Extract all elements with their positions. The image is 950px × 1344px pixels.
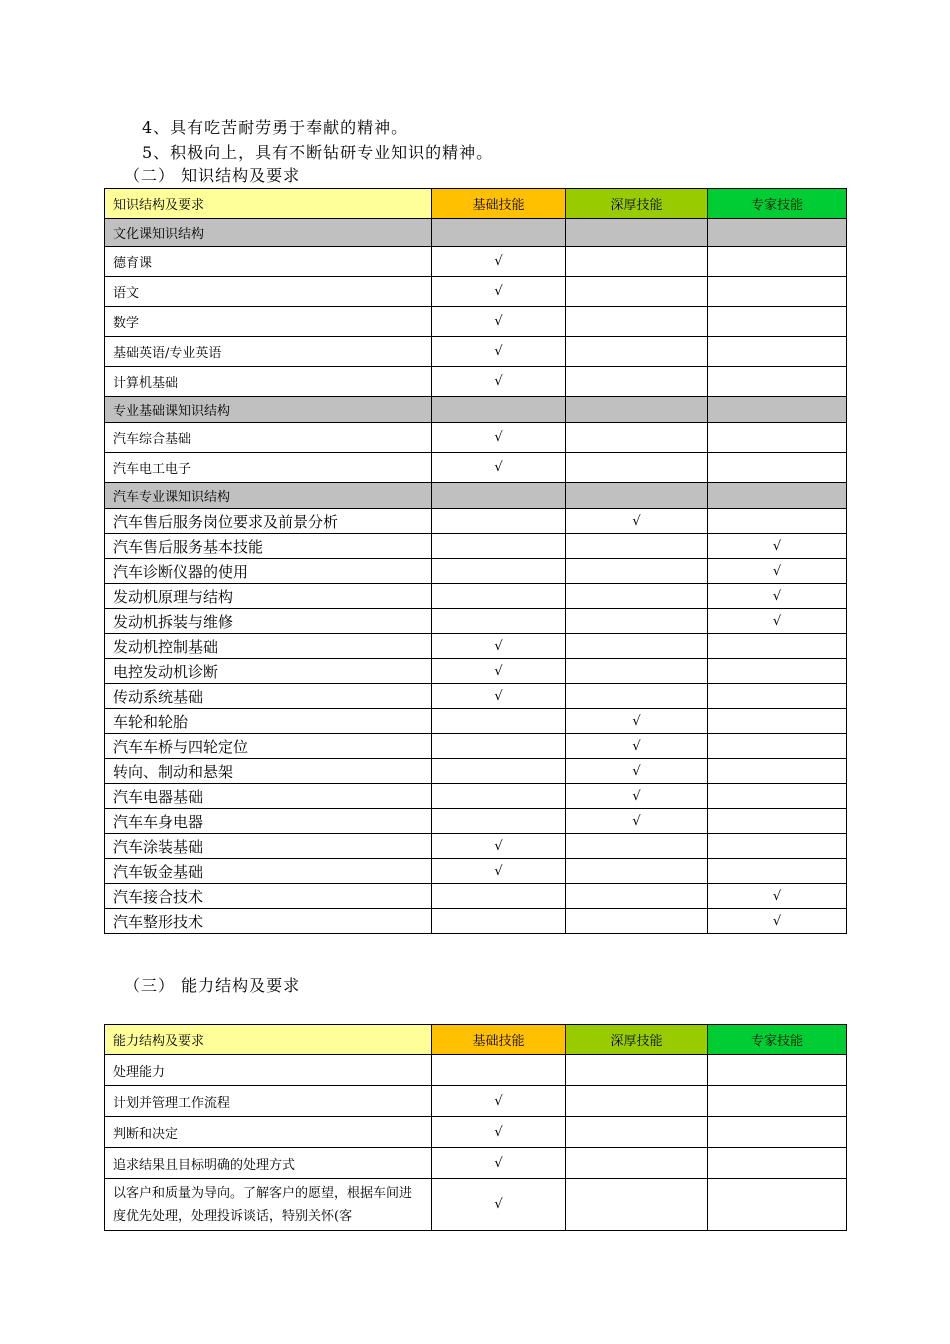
table-row [105,1086,847,1117]
check-cell: √ [708,884,847,909]
table-row [105,634,847,659]
table-row [105,423,847,453]
check-cell [708,483,847,509]
check-cell [432,534,566,559]
section-row [105,483,847,509]
check-cell [432,609,566,634]
row-label: 汽车车身电器 [105,809,432,834]
check-cell [708,1055,847,1086]
table-row [105,859,847,884]
check-cell [566,834,708,859]
header-cell: 基础技能 [432,1025,566,1055]
check-cell: √ [708,609,847,634]
header-cell: 专家技能 [708,1025,847,1055]
check-cell: √ [432,1117,566,1148]
check-cell [708,337,847,367]
check-cell [708,1117,847,1148]
check-cell [566,859,708,884]
table-row [105,534,847,559]
check-cell: √ [432,423,566,453]
row-label: 汽车钣金基础 [105,859,432,884]
check-cell: √ [708,584,847,609]
table-row [105,884,847,909]
check-cell [566,1086,708,1117]
row-label: 发动机原理与结构 [105,584,432,609]
table-header-row [105,189,847,219]
table-row [105,1117,847,1148]
header-cell: 专家技能 [708,189,847,219]
row-label: 汽车整形技术 [105,909,432,934]
check-cell: √ [566,734,708,759]
table-row [105,367,847,397]
check-cell [566,634,708,659]
check-cell [566,453,708,483]
check-cell: √ [432,1148,566,1179]
row-label: 汽车电器基础 [105,784,432,809]
check-cell: √ [432,453,566,483]
check-cell [708,423,847,453]
row-label: 转向、制动和悬架 [105,759,432,784]
row-label: 专业基础课知识结构 [105,397,432,423]
row-label: 计划并管理工作流程 [105,1086,432,1117]
check-cell [708,453,847,483]
check-cell: √ [566,784,708,809]
check-cell [432,397,566,423]
check-cell: √ [432,634,566,659]
check-cell [708,734,847,759]
check-cell [432,709,566,734]
check-cell [566,659,708,684]
row-label: 汽车售后服务基本技能 [105,534,432,559]
row-label: 判断和决定 [105,1117,432,1148]
row-label: 电控发动机诊断 [105,659,432,684]
row-label: 发动机控制基础 [105,634,432,659]
check-cell [432,1055,566,1086]
check-cell: √ [432,307,566,337]
check-cell [708,509,847,534]
table-header-row [105,1025,847,1055]
table-row [105,1148,847,1179]
check-cell [432,483,566,509]
check-cell [566,1148,708,1179]
check-cell: √ [708,909,847,934]
check-cell: √ [432,859,566,884]
section-row [105,219,847,247]
check-cell: √ [432,684,566,709]
check-cell [708,247,847,277]
text-item-4: 4、具有吃苦耐劳勇于奉献的精神。 [142,118,409,137]
table-row [105,709,847,734]
knowledge-structure-table [104,188,847,934]
check-cell [432,584,566,609]
table-row [105,509,847,534]
table-row [105,734,847,759]
check-cell: √ [432,337,566,367]
row-label: 汽车电工电子 [105,453,432,483]
check-cell [708,367,847,397]
check-cell [708,277,847,307]
row-label: 传动系统基础 [105,684,432,709]
header-cell: 知识结构及要求 [105,189,432,219]
check-cell [566,397,708,423]
row-label: 车轮和轮胎 [105,709,432,734]
row-label: 汽车车桥与四轮定位 [105,734,432,759]
check-cell [566,367,708,397]
check-cell [566,1055,708,1086]
check-cell [566,423,708,453]
table-row [105,909,847,934]
check-cell [566,609,708,634]
check-cell [432,509,566,534]
table-row [105,759,847,784]
section-row [105,397,847,423]
table-row [105,277,847,307]
row-label: 汽车售后服务岗位要求及前景分析 [105,509,432,534]
check-cell: √ [708,559,847,584]
check-cell: √ [708,534,847,559]
table-row [105,453,847,483]
table-row [105,784,847,809]
row-label: 发动机拆装与维修 [105,609,432,634]
section-heading-knowledge: （二） 知识结构及要求 [124,166,301,185]
check-cell: √ [566,809,708,834]
row-label: 汽车涂装基础 [105,834,432,859]
header-cell: 基础技能 [432,189,566,219]
check-cell [708,634,847,659]
row-label: 以客户和质量为导向。了解客户的愿望，根据车间进度优先处理，处理投诉谈话，特别关怀(客 [105,1179,432,1231]
row-label: 汽车诊断仪器的使用 [105,559,432,584]
check-cell [566,307,708,337]
check-cell: √ [432,277,566,307]
row-label: 处理能力 [105,1055,432,1086]
row-label: 追求结果且目标明确的处理方式 [105,1148,432,1179]
header-cell: 深厚技能 [566,189,708,219]
check-cell [566,884,708,909]
check-cell [432,219,566,247]
row-label: 语文 [105,277,432,307]
check-cell [566,247,708,277]
check-cell [566,219,708,247]
check-cell: √ [432,834,566,859]
table-row [105,809,847,834]
check-cell [566,684,708,709]
check-cell [708,809,847,834]
table-row [105,247,847,277]
check-cell [432,909,566,934]
check-cell [708,219,847,247]
row-label: 数学 [105,307,432,337]
check-cell: √ [432,659,566,684]
check-cell: √ [566,509,708,534]
ability-structure-table [104,1024,847,1231]
check-cell [708,1179,847,1231]
check-cell [708,397,847,423]
check-cell [432,809,566,834]
check-cell [566,1117,708,1148]
check-cell [708,307,847,337]
check-cell [708,759,847,784]
check-cell [566,584,708,609]
row-label: 基础英语/专业英语 [105,337,432,367]
table-row [105,609,847,634]
check-cell: √ [566,759,708,784]
row-label: 汽车专业课知识结构 [105,483,432,509]
header-cell: 能力结构及要求 [105,1025,432,1055]
section-heading-ability: （三） 能力结构及要求 [124,976,301,995]
check-cell [708,834,847,859]
row-label: 汽车综合基础 [105,423,432,453]
table-row [105,684,847,709]
check-cell [708,684,847,709]
table-row [105,834,847,859]
table-row [105,1055,847,1086]
check-cell: √ [432,247,566,277]
check-cell [432,884,566,909]
row-label: 文化课知识结构 [105,219,432,247]
text-item-5: 5、积极向上，具有不断钻研专业知识的精神。 [142,143,494,162]
check-cell: √ [432,1086,566,1117]
check-cell [708,784,847,809]
table-row [105,659,847,684]
check-cell [566,1179,708,1231]
check-cell [708,859,847,884]
check-cell [708,1148,847,1179]
table-row [105,584,847,609]
check-cell [708,709,847,734]
check-cell [708,659,847,684]
check-cell [566,483,708,509]
check-cell: √ [432,1179,566,1231]
check-cell: √ [566,709,708,734]
check-cell [566,337,708,367]
check-cell [432,734,566,759]
check-cell [566,277,708,307]
table-row [105,1179,847,1231]
row-label: 汽车接合技术 [105,884,432,909]
check-cell: √ [432,367,566,397]
row-label: 德育课 [105,247,432,277]
header-cell: 深厚技能 [566,1025,708,1055]
table-row [105,559,847,584]
check-cell [432,784,566,809]
check-cell [566,559,708,584]
check-cell [708,1086,847,1117]
row-label: 计算机基础 [105,367,432,397]
check-cell [432,559,566,584]
table-row [105,337,847,367]
check-cell [566,909,708,934]
table-row [105,307,847,337]
check-cell [566,534,708,559]
check-cell [432,759,566,784]
